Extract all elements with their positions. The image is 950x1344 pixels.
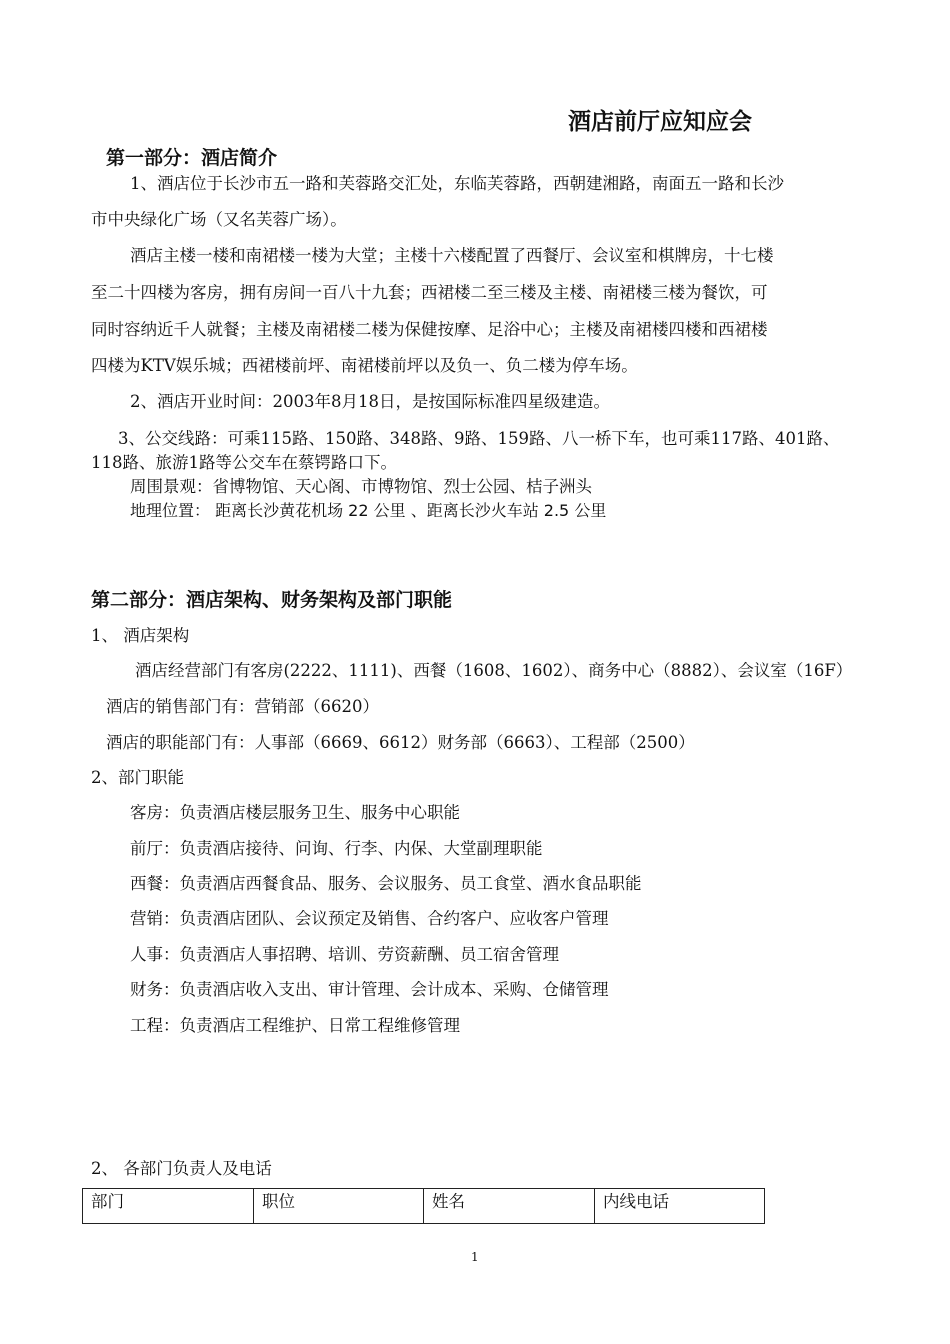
function-item-finance: 财务：负责酒店收入支出、审计管理、会计成本、采购、仓储管理 bbox=[130, 980, 609, 999]
department-functions-title: 2、部门职能 bbox=[91, 768, 184, 787]
function-item-rooms: 客房：负责酒店楼层服务卫生、服务中心职能 bbox=[130, 803, 460, 822]
structure-title: 1、 酒店架构 bbox=[91, 626, 190, 645]
function-item-front-office: 前厅：负责酒店接待、问询、行李、内保、大堂副理职能 bbox=[130, 839, 543, 858]
part1-heading: 第一部分：酒店简介 bbox=[106, 147, 278, 169]
intro-paragraph-1-line-1: 1、酒店位于长沙市五一路和芙蓉路交汇处，东临芙蓉路，西朝建湘路，南面五一路和长沙 bbox=[130, 174, 784, 193]
intro-paragraph-2-line-1: 酒店主楼一楼和南裙楼一楼为大堂；主楼十六楼配置了西餐厅、会议室和棋牌房，十七楼 bbox=[130, 246, 774, 265]
contacts-title: 2、 各部门负责人及电话 bbox=[91, 1159, 272, 1178]
document-title: 酒店前厅应知应会 bbox=[568, 108, 752, 135]
intro-paragraph-2-line-2: 至二十四楼为客房，拥有房间一百八十九套；西裙楼二至三楼及主楼、南裙楼三楼为餐饮，可 bbox=[91, 283, 768, 302]
functional-departments: 酒店的职能部门有：人事部（6669、6612）财务部（6663）、工程部（2500） bbox=[106, 733, 695, 752]
location-line: 地理位置： 距离长沙黄花机场 22 公里 、距离长沙火车站 2.5 公里 bbox=[130, 501, 607, 520]
function-item-western-restaurant: 西餐：负责酒店西餐食品、服务、会议服务、员工食堂、酒水食品职能 bbox=[130, 874, 642, 893]
bus-routes-line-2: 118路、旅游1路等公交车在蔡锷路口下。 bbox=[91, 453, 397, 472]
scenery-line: 周围景观：省博物馆、天心阁、市博物馆、烈士公园、桔子洲头 bbox=[130, 477, 592, 496]
function-item-hr: 人事：负责酒店人事招聘、培训、劳资薪酬、员工宿舍管理 bbox=[130, 945, 559, 964]
table-header-row bbox=[83, 1189, 765, 1224]
function-item-engineering: 工程：负责酒店工程维护、日常工程维修管理 bbox=[130, 1016, 460, 1035]
contacts-table bbox=[82, 1188, 765, 1224]
opening-date: 2、酒店开业时间：2003年8月18日，是按国际标准四星级建造。 bbox=[130, 392, 610, 411]
table-header-name: 姓名 bbox=[424, 1189, 595, 1224]
page-number: 1 bbox=[471, 1250, 479, 1264]
sales-departments: 酒店的销售部门有：营销部（6620） bbox=[106, 697, 379, 716]
function-item-marketing: 营销：负责酒店团队、会议预定及销售、合约客户、应收客户管理 bbox=[130, 909, 609, 928]
intro-paragraph-1-line-2: 市中央绿化广场（又名芙蓉广场）。 bbox=[91, 210, 347, 229]
operating-departments: 酒店经营部门有客房(2222、1111)、西餐（1608、1602）、商务中心（8882）、会议室（16F） bbox=[135, 661, 853, 680]
table-header-extension: 内线电话 bbox=[595, 1189, 765, 1224]
intro-paragraph-2-line-3: 同时容纳近千人就餐；主楼及南裙楼二楼为保健按摩、足浴中心；主楼及南裙楼四楼和西裙楼 bbox=[91, 320, 768, 339]
intro-paragraph-2-line-4: 四楼为KTV娱乐城；西裙楼前坪、南裙楼前坪以及负一、负二楼为停车场。 bbox=[91, 356, 638, 375]
table-header-position: 职位 bbox=[254, 1189, 424, 1224]
part2-heading: 第二部分：酒店架构、财务架构及部门职能 bbox=[91, 589, 453, 611]
table-header-department: 部门 bbox=[83, 1189, 254, 1224]
bus-routes-line-1: 3、公交线路：可乘115路、150路、348路、9路、159路、八一桥下车，也可乘117路、401路、 bbox=[118, 429, 840, 448]
